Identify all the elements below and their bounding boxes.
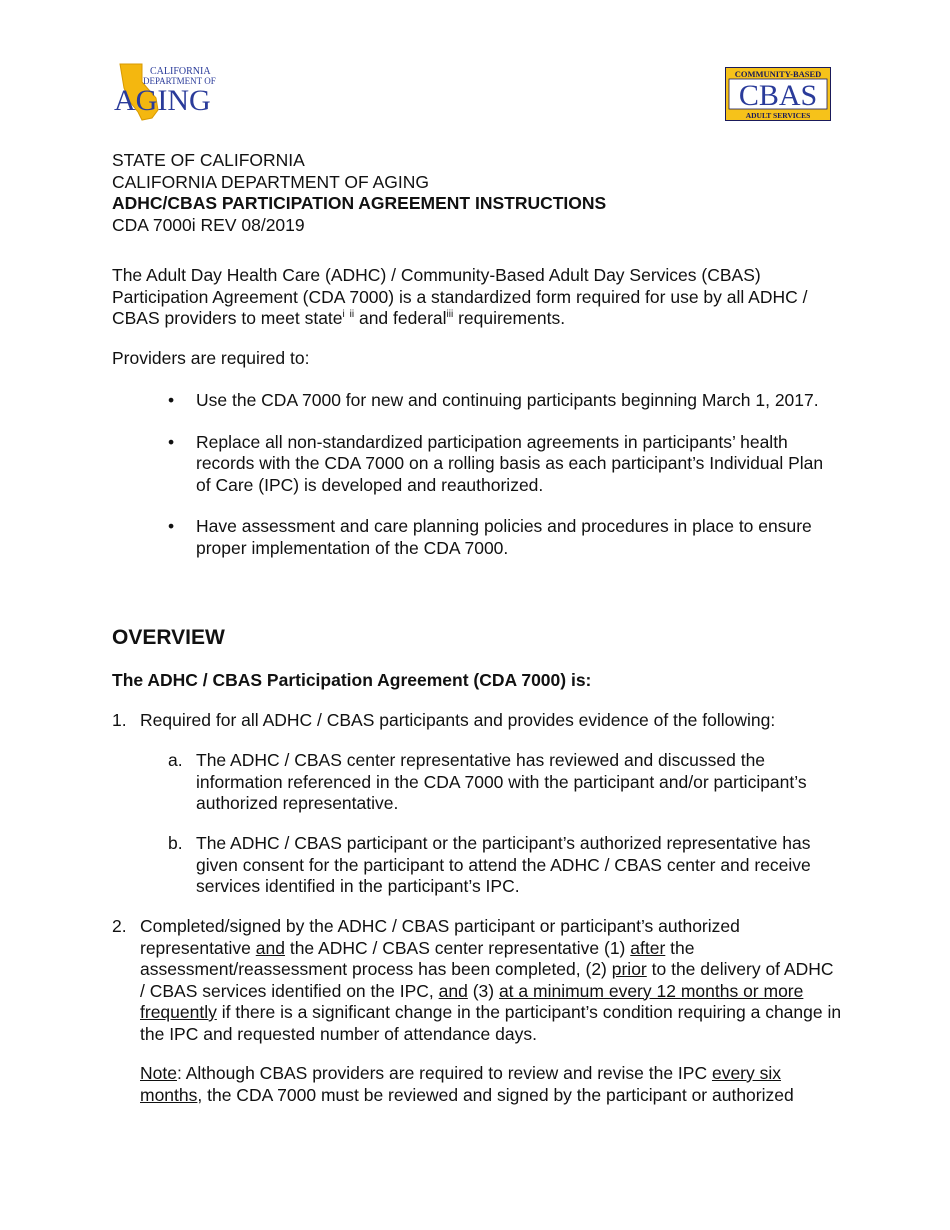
requirements-list: [168, 390, 838, 579]
item-number: 1.: [112, 710, 127, 730]
lettered-item-a: a. The ADHC / CBAS center representative has reviewed and discussed the information referenced in the CDA 7000 with the participant and/or participant’s authorized representative.: [168, 750, 807, 813]
footnote-ii: ii: [349, 309, 355, 321]
note-label: Note: [140, 1063, 177, 1083]
cbas-logo: [725, 67, 831, 121]
logo-word-aging: AGING: [114, 84, 211, 117]
logo-line-california: CALIFORNIA: [150, 66, 211, 77]
form-id: CDA 7000i REV 08/2019: [112, 214, 305, 235]
intro-paragraph: The Adult Day Health Care (ADHC) / Community-Based Adult Day Services (CBAS) Participation Agreement (CDA 7000) is a standardized form required for use by all ADHC / CBAS providers to meet state$^i$ $^{ii}$ and federal$^{iii}$ requirements.: [112, 265, 808, 328]
bullet-symbol: •: [168, 516, 175, 536]
footnote-i: i: [342, 309, 345, 321]
document-title: ADHC/CBAS PARTICIPATION AGREEMENT INSTRUCTIONS: [112, 193, 607, 213]
item-number: 2.: [112, 916, 127, 936]
numbered-item-2: 2. Completed/signed by the ADHC / CBAS participant or participant’s authorized representative and the ADHC / CBAS center representative (1) after the assessment/reassessment process has been completed, (2) prior to the delivery of ADHC / CBAS services identified on the IPC, and (3) at a minimum every 12 months or more frequently if there is a significant change in the participant’s condition requiring a change in the IPC and requested number of attendance days.: [112, 916, 842, 1044]
header-department: CALIFORNIA DEPARTMENT OF AGING: [112, 171, 429, 192]
bullet-symbol: •: [168, 390, 175, 410]
logo-cbas-bottom: ADULT SERVICES: [745, 111, 811, 120]
item-letter: b.: [168, 833, 183, 853]
list-item: • Use the CDA 7000 for new and continuing participants beginning March 1, 2017.: [168, 390, 819, 410]
item-letter: a.: [168, 750, 183, 770]
list-item: • Replace all non-standardized participation agreements in participants’ health records with the CDA 7000 on a rolling basis as each participant’s Individual Plan of Care (IPC) is developed and reauthorized.: [168, 431, 824, 495]
logo-cbas-top: COMMUNITY-BASED: [734, 69, 822, 79]
note-paragraph: Note: Although CBAS providers are required to review and revise the IPC every six months, the CDA 7000 must be reviewed and signed by the participant or authorized: [140, 1063, 794, 1105]
numbered-item-1: 1. Required for all ADHC / CBAS participants and provides evidence of the following:: [112, 710, 776, 730]
providers-required: Providers are required to:: [112, 348, 310, 368]
overview-heading: OVERVIEW: [112, 626, 225, 649]
logo-line-department: DEPARTMENT OF: [143, 76, 216, 86]
bullet-symbol: •: [168, 431, 175, 452]
overview-subheading: The ADHC / CBAS Participation Agreement (CDA 7000) is:: [112, 670, 592, 690]
document-header: [112, 150, 606, 236]
lettered-item-b: b. The ADHC / CBAS participant or the participant’s authorized representative has given consent for the participant to attend the ADHC / CBAS center and receive services identified in the participant’s IPC.: [168, 833, 811, 896]
california-department-of-aging-logo: [112, 58, 228, 124]
list-item: • Have assessment and care planning policies and procedures in place to ensure proper implementation of the CDA 7000.: [168, 516, 812, 558]
logo-cbas-word: CBAS: [738, 79, 818, 112]
header-state: STATE OF CALIFORNIA: [112, 150, 305, 170]
footnote-iii: iii: [446, 309, 454, 321]
